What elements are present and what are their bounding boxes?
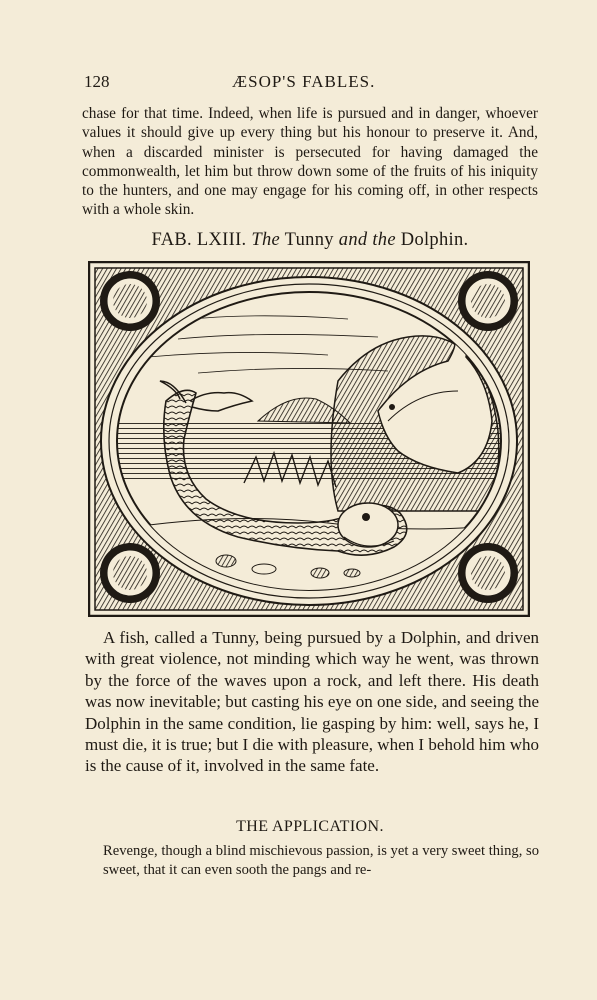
shell — [311, 568, 329, 578]
book-title: ÆSOP'S FABLES. — [232, 72, 376, 91]
shell — [252, 564, 276, 574]
previous-fable-conclusion — [82, 104, 538, 220]
woodcut-illustration — [88, 261, 530, 617]
running-head — [84, 72, 544, 96]
previous-fable-paragraph: chase for that time. Indeed, when life is pursued and in danger, whoever values it should give up every thing but his honour to preserve it. And, when a discarded minister is persecuted for having damaged the commonwealth, let him but throw down some of the fruits of his iniquity to the hunters, and one may engage for his coming off, in other respects with a whole skin. — [82, 105, 538, 219]
corner-rosette-bottom-right — [458, 543, 518, 603]
application-heading: THE APPLICATION. — [236, 818, 384, 835]
corner-rosette-bottom-left — [100, 543, 160, 603]
corner-rosette-top-left — [100, 271, 160, 331]
shell — [344, 569, 360, 577]
application-text — [103, 842, 539, 879]
fable-body — [85, 627, 539, 777]
fable-title — [82, 230, 538, 251]
page-number: 128 — [84, 72, 110, 91]
shell — [216, 555, 236, 567]
tunny-head — [338, 503, 398, 547]
fable-number: FAB. LXIII. — [151, 230, 247, 250]
fable-paragraph: A fish, called a Tunny, being pursued by a Dolphin, and driven with great violence, not minding which way he went, was thrown by the force of the waves upon a rock, and left there. His death was now inevitable; but casting his eye on one side, and seeing the Dolphin in the same condition, lie gasping by him: well, says he, I must die, it is true; but I die with pleasure, when I behold him who is the cause of it, involved in the same fate. — [85, 628, 539, 776]
fable-title-tunny: Tunny — [284, 230, 334, 250]
fable-title-and-the: and the — [338, 230, 396, 250]
application-paragraph: Revenge, though a blind mischievous passion, is yet a very sweet thing, so sweet, that it can even sooth the pangs and re- — [103, 843, 539, 878]
corner-rosette-top-right — [458, 271, 518, 331]
fable-title-the: The — [251, 230, 281, 250]
fable-title-dolphin: Dolphin. — [400, 230, 469, 250]
